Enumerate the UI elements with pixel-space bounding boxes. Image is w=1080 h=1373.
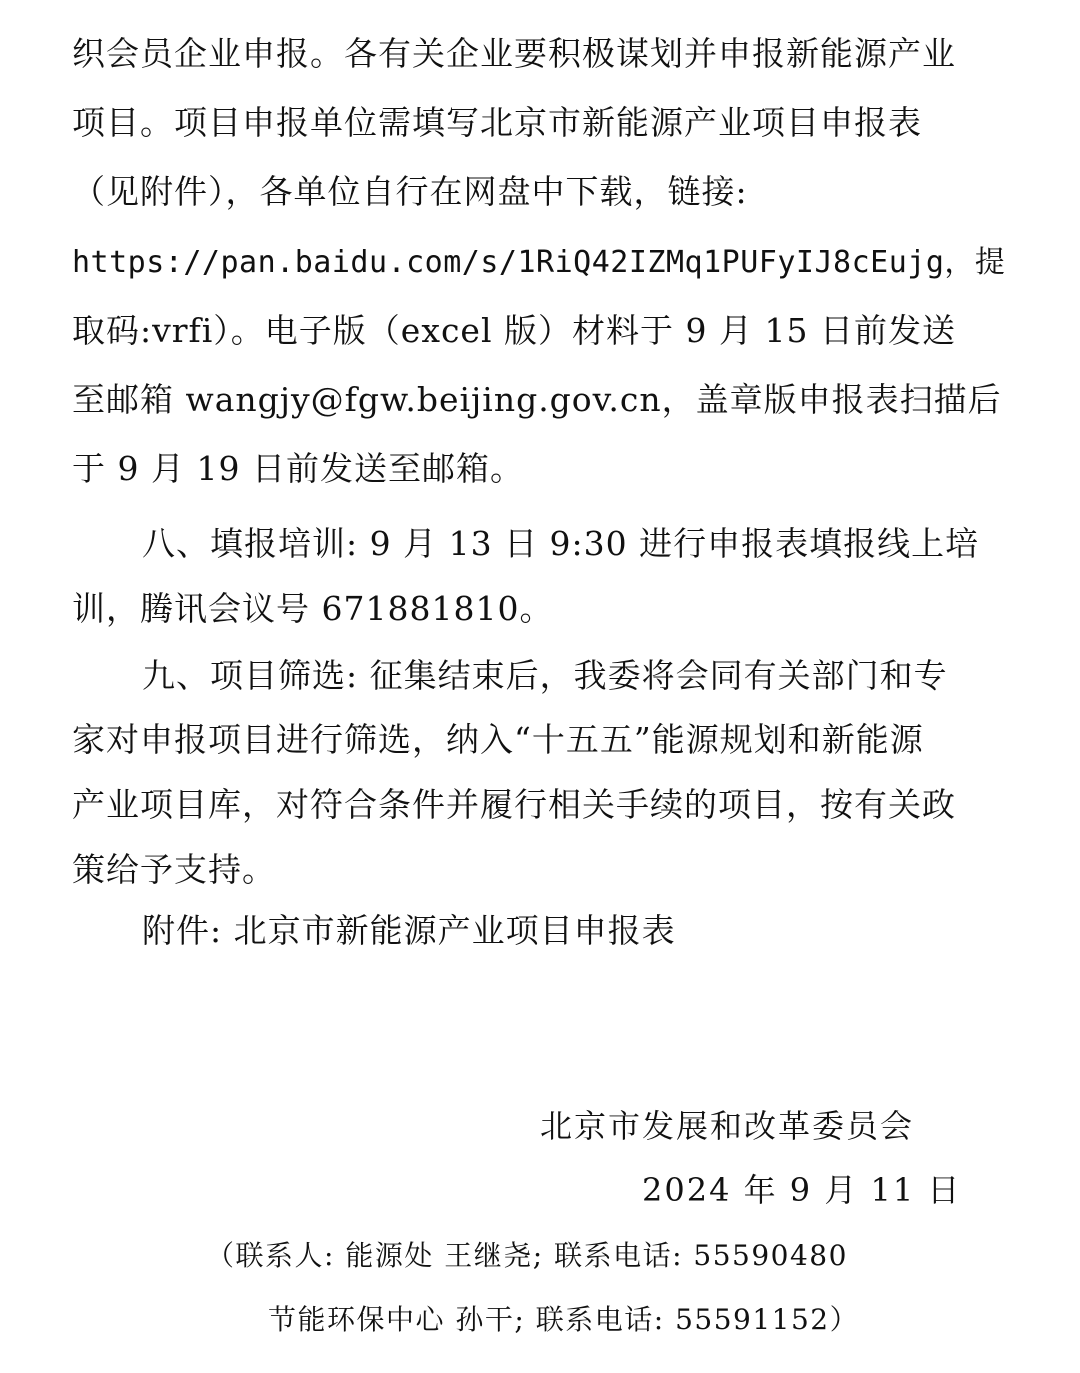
attachment-line: 附件: 北京市新能源产业项目申报表 xyxy=(142,911,676,950)
contact-line-1: （联系人: 能源处 王继尧; 联系电话: 55590480 xyxy=(206,1239,848,1272)
paragraph-line: 于 9 月 19 日前发送至邮箱。 xyxy=(72,449,524,488)
screening-section-line: 策给予支持。 xyxy=(72,850,276,889)
signature-org: 北京市发展和改革委员会 xyxy=(540,1107,915,1145)
paragraph-line: 织会员企业申报。各有关企业要积极谋划并申报新能源产业 xyxy=(72,34,956,73)
paragraph-line: （见附件），各单位自行在网盘中下载，链接: xyxy=(72,172,748,211)
training-section-line: 八、填报培训: 9 月 13 日 9:30 进行申报表填报线上培 xyxy=(142,524,980,563)
training-section-line: 训，腾讯会议号 671881810。 xyxy=(72,589,554,628)
email-line: 至邮箱 wangjy@fgw.beijing.gov.cn，盖章版申报表扫描后 xyxy=(72,380,1002,419)
signature-date: 2024 年 9 月 11 日 xyxy=(642,1171,962,1209)
screening-section-line: 九、项目筛选: 征集结束后，我委将会同有关部门和专 xyxy=(142,656,948,695)
screening-section-line: 家对申报项目进行筛选，纳入“十五五”能源规划和新能源 xyxy=(72,720,924,759)
download-link-line: https://pan.baidu.com/s/1RiQ42IZMq1PUFyIJ8cEujg，提 xyxy=(72,245,1006,280)
contact-line-2: 节能环保中心 孙干; 联系电话: 55591152） xyxy=(268,1303,860,1336)
paragraph-line: 取码:vrfi）。电子版（excel 版）材料于 9 月 15 日前发送 xyxy=(72,311,956,350)
screening-section-line: 产业项目库，对符合条件并履行相关手续的项目，按有关政 xyxy=(72,785,956,824)
paragraph-line: 项目。项目申报单位需填写北京市新能源产业项目申报表 xyxy=(72,103,922,142)
